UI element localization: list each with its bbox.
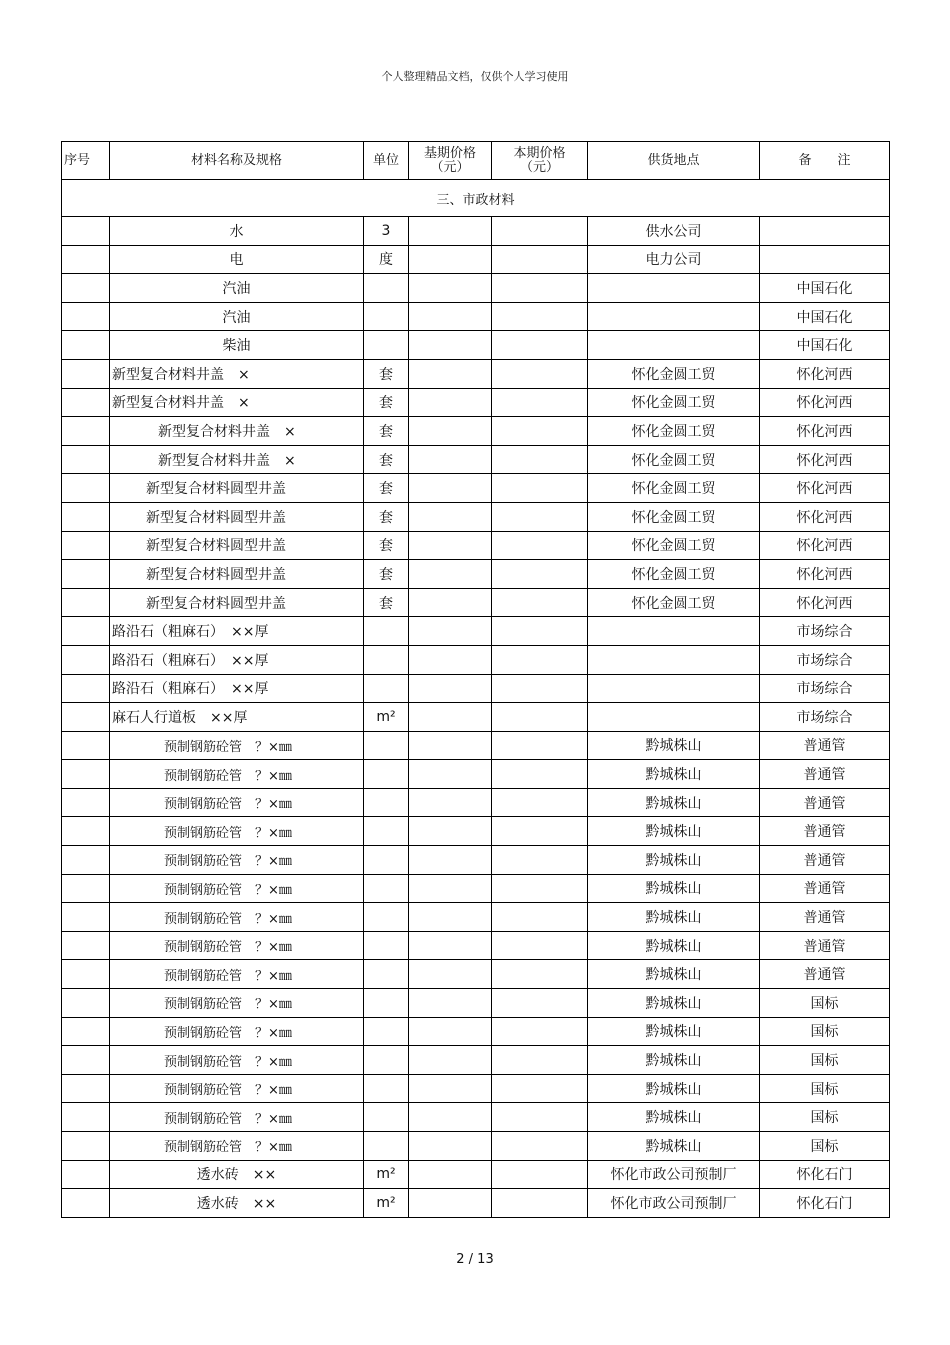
row-supplier: 黔城株山 (588, 874, 760, 903)
row-material-name: 新型复合材料井盖 × (110, 445, 364, 474)
row-base-price (409, 645, 492, 674)
row-supplier: 黔城株山 (588, 760, 760, 789)
row-index (62, 1074, 110, 1103)
row-material-name: 新型复合材料井盖 × (110, 417, 364, 446)
row-current-price (492, 1132, 588, 1161)
row-unit: 套 (364, 531, 409, 560)
row-index (62, 960, 110, 989)
table-row (62, 274, 890, 303)
row-note: 普通管 (760, 760, 890, 789)
row-unit: 3 (364, 217, 409, 246)
table-row (62, 931, 890, 960)
table-row (62, 846, 890, 875)
table-row (62, 417, 890, 446)
row-current-price (492, 588, 588, 617)
row-material-name: 预制钢筋砼管 ？×㎜ (110, 1046, 364, 1075)
table-row (62, 703, 890, 732)
section-title: 三、市政材料 (62, 180, 890, 217)
row-base-price (409, 445, 492, 474)
row-note: 怀化河西 (760, 359, 890, 388)
row-index (62, 388, 110, 417)
row-note: 怀化河西 (760, 531, 890, 560)
row-material-name: 预制钢筋砼管 ？×㎜ (110, 1103, 364, 1132)
table-row (62, 1189, 890, 1218)
row-unit: 套 (364, 417, 409, 446)
table-row (62, 960, 890, 989)
header-base-price-line2: （元） (430, 159, 470, 175)
row-index (62, 274, 110, 303)
table-row (62, 731, 890, 760)
table-row (62, 788, 890, 817)
row-base-price (409, 1074, 492, 1103)
row-index (62, 560, 110, 589)
row-base-price (409, 588, 492, 617)
row-supplier: 怀化金圆工贸 (588, 474, 760, 503)
row-unit (364, 1017, 409, 1046)
row-note: 怀化河西 (760, 417, 890, 446)
row-index (62, 874, 110, 903)
row-base-price (409, 560, 492, 589)
row-current-price (492, 703, 588, 732)
row-material-name: 路沿石（粗麻石） ××厚 (110, 617, 364, 646)
row-supplier (588, 274, 760, 303)
row-note: 中国石化 (760, 274, 890, 303)
row-material-name: 新型复合材料圆型井盖 (110, 588, 364, 617)
row-current-price (492, 788, 588, 817)
header-current-price-line2: （元） (519, 159, 559, 175)
row-note: 普通管 (760, 817, 890, 846)
row-supplier (588, 674, 760, 703)
table-row (62, 1046, 890, 1075)
table-row (62, 874, 890, 903)
row-material-name: 预制钢筋砼管 ？×㎜ (110, 731, 364, 760)
table-row (62, 502, 890, 531)
row-supplier (588, 703, 760, 732)
row-material-name: 预制钢筋砼管 ？×㎜ (110, 874, 364, 903)
row-current-price (492, 731, 588, 760)
row-supplier: 黔城株山 (588, 931, 760, 960)
table-row (62, 388, 890, 417)
row-material-name: 新型复合材料井盖 × (110, 388, 364, 417)
row-supplier: 黔城株山 (588, 903, 760, 932)
row-index (62, 1189, 110, 1218)
table-row (62, 531, 890, 560)
row-unit (364, 989, 409, 1018)
row-supplier: 怀化金圆工贸 (588, 388, 760, 417)
row-current-price (492, 645, 588, 674)
row-current-price (492, 502, 588, 531)
row-supplier: 黔城株山 (588, 817, 760, 846)
row-unit (364, 960, 409, 989)
row-unit: 套 (364, 388, 409, 417)
row-supplier: 怀化市政公司预制厂 (588, 1160, 760, 1189)
row-material-name: 预制钢筋砼管 ？×㎜ (110, 1074, 364, 1103)
row-index (62, 1017, 110, 1046)
table-row (62, 445, 890, 474)
row-current-price (492, 874, 588, 903)
row-supplier (588, 617, 760, 646)
row-current-price (492, 1160, 588, 1189)
row-current-price (492, 846, 588, 875)
table-row (62, 989, 890, 1018)
row-index (62, 1103, 110, 1132)
header-index: 序号 (62, 142, 110, 180)
row-unit (364, 1046, 409, 1075)
row-unit (364, 1074, 409, 1103)
row-index (62, 903, 110, 932)
row-unit: 套 (364, 560, 409, 589)
table-row (62, 760, 890, 789)
row-current-price (492, 760, 588, 789)
row-note: 怀化河西 (760, 588, 890, 617)
row-base-price (409, 1160, 492, 1189)
row-index (62, 1160, 110, 1189)
row-base-price (409, 703, 492, 732)
row-unit: 度 (364, 245, 409, 274)
row-unit (364, 874, 409, 903)
row-index (62, 674, 110, 703)
row-index (62, 302, 110, 331)
row-base-price (409, 274, 492, 303)
row-base-price (409, 1189, 492, 1218)
row-supplier: 黔城株山 (588, 788, 760, 817)
table-row (62, 474, 890, 503)
row-material-name: 预制钢筋砼管 ？×㎜ (110, 846, 364, 875)
table-row (62, 645, 890, 674)
table-row (62, 674, 890, 703)
row-base-price (409, 417, 492, 446)
table-row (62, 588, 890, 617)
row-supplier (588, 645, 760, 674)
row-note: 普通管 (760, 788, 890, 817)
row-material-name: 汽油 (110, 302, 364, 331)
row-index (62, 588, 110, 617)
row-base-price (409, 846, 492, 875)
row-supplier: 怀化金圆工贸 (588, 445, 760, 474)
row-material-name: 预制钢筋砼管 ？×㎜ (110, 760, 364, 789)
row-unit: m² (364, 703, 409, 732)
row-unit (364, 846, 409, 875)
row-unit (364, 1132, 409, 1161)
row-current-price (492, 817, 588, 846)
row-base-price (409, 388, 492, 417)
row-index (62, 989, 110, 1018)
row-note: 怀化河西 (760, 560, 890, 589)
row-current-price (492, 1074, 588, 1103)
header-current-price-line1: 本期价格 (513, 145, 566, 161)
row-base-price (409, 788, 492, 817)
row-supplier: 黔城株山 (588, 731, 760, 760)
row-current-price (492, 274, 588, 303)
row-material-name: 预制钢筋砼管 ？×㎜ (110, 1132, 364, 1161)
row-current-price (492, 931, 588, 960)
row-current-price (492, 531, 588, 560)
row-base-price (409, 874, 492, 903)
row-index (62, 445, 110, 474)
row-note: 中国石化 (760, 302, 890, 331)
row-material-name: 柴油 (110, 331, 364, 360)
row-unit (364, 274, 409, 303)
row-material-name: 麻石人行道板 ××厚 (110, 703, 364, 732)
row-current-price (492, 217, 588, 246)
row-unit (364, 331, 409, 360)
header-unit: 单位 (364, 142, 409, 180)
row-note: 普通管 (760, 903, 890, 932)
row-base-price (409, 1017, 492, 1046)
row-index (62, 502, 110, 531)
row-index (62, 645, 110, 674)
row-supplier: 黔城株山 (588, 1046, 760, 1075)
row-base-price (409, 931, 492, 960)
row-note (760, 245, 890, 274)
row-note: 普通管 (760, 874, 890, 903)
row-material-name: 预制钢筋砼管 ？×㎜ (110, 1017, 364, 1046)
row-note: 市场综合 (760, 617, 890, 646)
row-material-name: 新型复合材料圆型井盖 (110, 474, 364, 503)
row-note: 国标 (760, 1132, 890, 1161)
row-index (62, 359, 110, 388)
row-current-price (492, 302, 588, 331)
row-unit: m² (364, 1160, 409, 1189)
row-supplier: 黔城株山 (588, 1103, 760, 1132)
row-supplier: 黔城株山 (588, 1132, 760, 1161)
row-unit (364, 1103, 409, 1132)
row-note: 市场综合 (760, 645, 890, 674)
row-note: 怀化河西 (760, 502, 890, 531)
row-note: 怀化河西 (760, 474, 890, 503)
row-note: 国标 (760, 1103, 890, 1132)
row-supplier: 怀化金圆工贸 (588, 417, 760, 446)
row-base-price (409, 1132, 492, 1161)
header-current-price (492, 142, 588, 180)
row-index (62, 417, 110, 446)
row-index (62, 474, 110, 503)
row-current-price (492, 445, 588, 474)
row-note (760, 217, 890, 246)
row-base-price (409, 617, 492, 646)
row-unit (364, 302, 409, 331)
materials-price-table (61, 141, 890, 1218)
row-current-price (492, 474, 588, 503)
table-header-row (62, 142, 890, 180)
row-base-price (409, 217, 492, 246)
row-unit: 套 (364, 474, 409, 503)
row-current-price (492, 989, 588, 1018)
header-base-price (409, 142, 492, 180)
table-row (62, 245, 890, 274)
header-base-price-line1: 基期价格 (423, 145, 476, 161)
row-material-name: 路沿石（粗麻石） ××厚 (110, 674, 364, 703)
row-unit: 套 (364, 588, 409, 617)
row-material-name: 预制钢筋砼管 ？×㎜ (110, 989, 364, 1018)
row-current-price (492, 560, 588, 589)
table-row (62, 359, 890, 388)
row-material-name: 路沿石（粗麻石） ××厚 (110, 645, 364, 674)
row-current-price (492, 359, 588, 388)
row-note: 普通管 (760, 931, 890, 960)
row-material-name: 电 (110, 245, 364, 274)
row-note: 普通管 (760, 731, 890, 760)
row-index (62, 760, 110, 789)
row-current-price (492, 417, 588, 446)
row-material-name: 透水砖 ×× (110, 1160, 364, 1189)
table-row (62, 1103, 890, 1132)
row-material-name: 新型复合材料圆型井盖 (110, 531, 364, 560)
row-supplier: 黔城株山 (588, 960, 760, 989)
table-row (62, 302, 890, 331)
row-current-price (492, 1017, 588, 1046)
row-index (62, 817, 110, 846)
row-base-price (409, 960, 492, 989)
row-current-price (492, 1189, 588, 1218)
row-index (62, 245, 110, 274)
table-row (62, 1074, 890, 1103)
row-unit (364, 903, 409, 932)
row-note: 国标 (760, 1074, 890, 1103)
row-base-price (409, 302, 492, 331)
row-index (62, 1046, 110, 1075)
row-current-price (492, 674, 588, 703)
header-material-name: 材料名称及规格 (110, 142, 364, 180)
row-unit (364, 817, 409, 846)
row-base-price (409, 1103, 492, 1132)
page-header-note: 个人整理精品文档，仅供个人学习使用 (381, 70, 569, 83)
row-supplier: 黔城株山 (588, 1017, 760, 1046)
row-material-name: 预制钢筋砼管 ？×㎜ (110, 903, 364, 932)
row-unit (364, 645, 409, 674)
row-current-price (492, 960, 588, 989)
row-index (62, 531, 110, 560)
row-supplier: 供水公司 (588, 217, 760, 246)
row-index (62, 846, 110, 875)
row-base-price (409, 903, 492, 932)
row-index (62, 617, 110, 646)
row-note: 市场综合 (760, 674, 890, 703)
row-material-name: 汽油 (110, 274, 364, 303)
row-unit (364, 760, 409, 789)
row-index (62, 217, 110, 246)
row-index (62, 703, 110, 732)
row-supplier: 怀化金圆工贸 (588, 560, 760, 589)
row-material-name: 新型复合材料井盖 × (110, 359, 364, 388)
row-note: 怀化河西 (760, 388, 890, 417)
row-supplier: 怀化市政公司预制厂 (588, 1189, 760, 1218)
row-note: 国标 (760, 1046, 890, 1075)
table-row (62, 903, 890, 932)
row-current-price (492, 903, 588, 932)
row-base-price (409, 474, 492, 503)
row-index (62, 1132, 110, 1161)
row-unit (364, 674, 409, 703)
row-supplier: 黔城株山 (588, 1074, 760, 1103)
row-note: 国标 (760, 1017, 890, 1046)
row-supplier: 怀化金圆工贸 (588, 359, 760, 388)
row-material-name: 预制钢筋砼管 ？×㎜ (110, 931, 364, 960)
row-current-price (492, 388, 588, 417)
row-current-price (492, 1103, 588, 1132)
row-supplier: 怀化金圆工贸 (588, 588, 760, 617)
row-current-price (492, 1046, 588, 1075)
row-note: 普通管 (760, 960, 890, 989)
row-supplier: 黔城株山 (588, 846, 760, 875)
row-base-price (409, 731, 492, 760)
header-note: 备 注 (760, 142, 890, 180)
table-row (62, 1132, 890, 1161)
row-material-name: 预制钢筋砼管 ？×㎜ (110, 960, 364, 989)
row-material-name: 预制钢筋砼管 ？×㎜ (110, 817, 364, 846)
row-unit (364, 788, 409, 817)
row-supplier: 黔城株山 (588, 989, 760, 1018)
row-unit (364, 617, 409, 646)
table-row (62, 617, 890, 646)
row-base-price (409, 331, 492, 360)
row-note: 市场综合 (760, 703, 890, 732)
header-supplier: 供货地点 (588, 142, 760, 180)
row-note: 普通管 (760, 846, 890, 875)
row-material-name: 预制钢筋砼管 ？×㎜ (110, 788, 364, 817)
row-note: 怀化石门 (760, 1189, 890, 1218)
page-number: 2 / 13 (456, 1252, 494, 1267)
row-unit: m² (364, 1189, 409, 1218)
row-note: 国标 (760, 989, 890, 1018)
row-material-name: 透水砖 ×× (110, 1189, 364, 1218)
table-row (62, 1160, 890, 1189)
row-base-price (409, 674, 492, 703)
row-index (62, 931, 110, 960)
row-index (62, 731, 110, 760)
row-material-name: 新型复合材料圆型井盖 (110, 560, 364, 589)
row-supplier: 怀化金圆工贸 (588, 502, 760, 531)
row-material-name: 新型复合材料圆型井盖 (110, 502, 364, 531)
row-current-price (492, 245, 588, 274)
section-row (62, 180, 890, 217)
row-supplier (588, 331, 760, 360)
row-supplier: 怀化金圆工贸 (588, 531, 760, 560)
table-row (62, 331, 890, 360)
row-material-name: 水 (110, 217, 364, 246)
row-current-price (492, 617, 588, 646)
table-row (62, 560, 890, 589)
row-note: 怀化石门 (760, 1160, 890, 1189)
row-unit (364, 931, 409, 960)
row-note: 怀化河西 (760, 445, 890, 474)
row-note: 中国石化 (760, 331, 890, 360)
row-current-price (492, 331, 588, 360)
row-unit: 套 (364, 502, 409, 531)
row-unit: 套 (364, 445, 409, 474)
row-unit (364, 731, 409, 760)
table-row (62, 217, 890, 246)
table-row (62, 1017, 890, 1046)
row-base-price (409, 817, 492, 846)
row-base-price (409, 531, 492, 560)
row-index (62, 331, 110, 360)
row-base-price (409, 502, 492, 531)
row-supplier: 电力公司 (588, 245, 760, 274)
row-base-price (409, 359, 492, 388)
row-supplier (588, 302, 760, 331)
row-base-price (409, 989, 492, 1018)
row-base-price (409, 1046, 492, 1075)
row-base-price (409, 245, 492, 274)
table-row (62, 817, 890, 846)
row-unit: 套 (364, 359, 409, 388)
row-index (62, 788, 110, 817)
row-base-price (409, 760, 492, 789)
